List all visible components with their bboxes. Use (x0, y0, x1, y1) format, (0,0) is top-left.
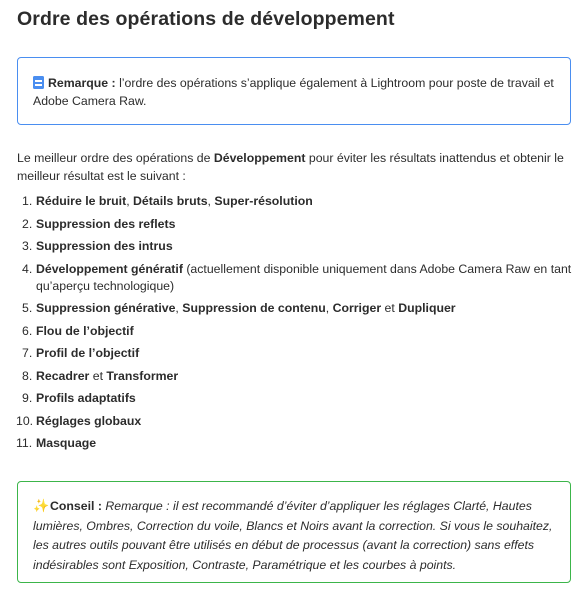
operations-order-list (17, 193, 573, 458)
list-item (17, 323, 573, 340)
list-item-text: (actuellement disponible uniquement dans Adobe Camera Raw en tant qu’aperçu technologique) (36, 261, 572, 293)
list-item-number: 1. (22, 194, 33, 208)
list-item-term: Suppression des reflets (36, 216, 176, 231)
list-item (17, 345, 573, 362)
list-item-number: 7. (22, 346, 33, 360)
tip-callout (17, 481, 571, 583)
tip-text: Remarque : il est recommandé d’éviter d’appliquer les réglages Clarté, Hautes lumières, Ombres, Correction du voile, Blancs et Noirs avant la correction. Si vous le souhaitez, les autres outils pouvant être utilisés en début de processus (avant la correction) sans effets indésirables sont Exposition, Contraste, Paramétrique et les courbes à points. (33, 499, 553, 572)
list-item-term: Flou de l’objectif (36, 323, 134, 338)
list-item-number: 2. (22, 216, 33, 231)
list-item-term: Recadrer (36, 368, 90, 383)
list-item-number: 9. (22, 391, 33, 405)
list-item-term: Réduire le bruit (36, 194, 127, 208)
list-item-text: et (89, 368, 107, 383)
list-item-term: Masquage (36, 436, 97, 450)
list-item-term: Suppression des intrus (36, 239, 173, 253)
intro-bold-term: Développement (213, 151, 306, 165)
page-title: Ordre des opérations de développement (17, 8, 395, 30)
list-item-number: 3. (22, 239, 33, 253)
list-item-term: Réglages globaux (36, 413, 142, 428)
list-item (17, 238, 573, 255)
list-item-term: Suppression de contenu (182, 301, 326, 315)
list-item-term: Super-résolution (214, 194, 313, 208)
note-callout (17, 57, 571, 125)
sparkle-icon: ✨ (33, 498, 50, 513)
list-item (17, 413, 573, 430)
list-item-number: 6. (22, 323, 33, 338)
list-item-text: , (126, 194, 134, 208)
list-item-text: , (175, 301, 183, 315)
list-item-number: 8. (22, 368, 33, 383)
list-item-term: Transformer (106, 368, 179, 383)
list-item (17, 216, 573, 233)
intro-paragraph (17, 149, 573, 185)
list-item-number: 5. (22, 301, 33, 315)
list-item (17, 368, 573, 385)
list-item (17, 193, 573, 210)
note-text: l’ordre des opérations s’applique également à Lightroom pour poste de travail et Adobe Camera Raw. (33, 76, 554, 108)
list-item (17, 435, 573, 452)
list-item-number: 4. (22, 261, 33, 276)
list-item (17, 300, 573, 317)
intro-text-before: Le meilleur ordre des opérations de (17, 151, 214, 165)
list-item-term: Développement génératif (36, 261, 183, 276)
list-item-term: Corriger (332, 301, 382, 315)
note-label: Remarque : (48, 76, 116, 90)
list-item-term: Dupliquer (398, 301, 456, 315)
intro-text-after: pour éviter les résultats inattendus et obtenir le meilleur résultat est le suivant : (17, 151, 564, 183)
list-item-term: Profil de l’objectif (36, 346, 140, 360)
tip-label: Conseil : (50, 499, 102, 513)
list-item-text: et (381, 301, 399, 315)
note-icon (33, 76, 44, 89)
list-item-term: Détails bruts (133, 194, 208, 208)
list-item-number: 10. (16, 413, 34, 428)
list-item-text: , (207, 194, 215, 208)
list-item-term: Profils adaptatifs (36, 391, 136, 405)
list-item (17, 390, 573, 407)
list-item (17, 261, 573, 295)
list-item-term: Suppression générative (36, 301, 176, 315)
list-item-text: , (325, 301, 333, 315)
list-item-number: 11. (16, 436, 33, 450)
